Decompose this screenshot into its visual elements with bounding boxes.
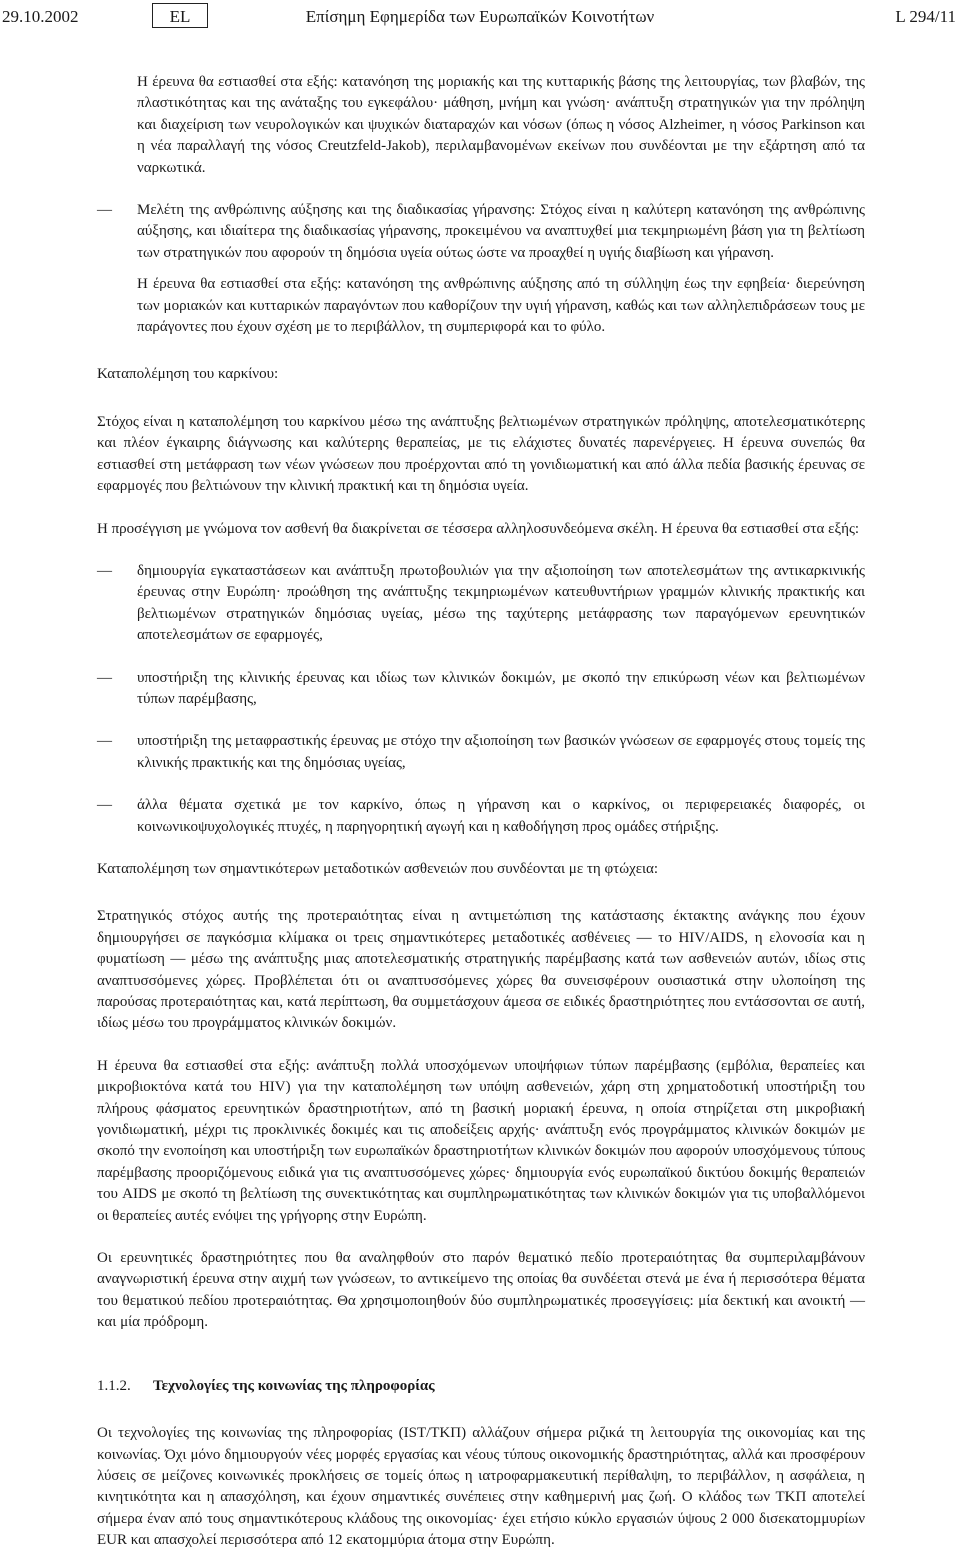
cancer-approach-paragraph: Η προσέγγιση με γνώμονα τον ασθενή θα διακρίνεται σε τέσσερα αλληλοσυνδεόμενα σκέλη. Η έρευνα θα εστιασθεί στα εξής: [97,520,860,537]
publication-date: 29.10.2002 [2,7,79,26]
cancer-heading: Καταπολέμηση του καρκίνου: [97,366,279,383]
cancer-list-item [97,668,865,711]
cancer-list-item [97,795,865,838]
language-code-box: EL [152,3,208,28]
list-dash: — [97,733,112,750]
cancer-goal-paragraph: Στόχος είναι η καταπολέμηση του καρκίνου μέσω της ανάπτυξης βελτιωμένων στρατηγικών πρόληψης, αποτελεσματικότερης και πλέον έγκαιρης διάγνωσης και καλύτερης θεραπείας, με τις ελάχιστες δυνατές παρενέργειες. Η έρευνα συνεπώς θα εστιασθεί στη μετάφραση των νέων γνώσεων που προέρχονται από τη γονιδιωματική και από άλλα πεδία βασικής έρευνας σε εφαρμογές που βελτιώνουν την κλινική πρακτική και τη δημόσια υγεία. [97,413,865,495]
brain-research-paragraph: Η έρευνα θα εστιασθεί στα εξής: κατανόηση της μοριακής και της κυτταρικής βάσης της λειτουργίας, των βλαβών, της πλαστικότητας και της ανάταξης του εγκεφάλου· μάθηση, μνήμη και γνώση· ανάπτυξη στρατηγικών για την πρόληψη και διαχείριση των νευρολογικών και ψυχικών διαταραχών και νόσων (όπως η νόσος Alzheimer, η νόσος Parkinson και η νέα παραλλαγή της νόσος Creutzfeld-Jakob), περιλαμβανομένων εκείνων που συνδέονται με την εξάρτηση από τα ναρκωτικά. [137,74,865,176]
poverty-research-paragraph: Η έρευνα θα εστιασθεί στα εξής: ανάπτυξη πολλά υποσχόμενων υποψήφιων τύπων παρέμβασης (εμβόλια, θεραπείες και μικροβιοκτόνα κατά του HIV) για την καταπολέμηση των υπόψη ασθενειών, χάρη στη χρηματοδοτική υποστήριξη του πλήρους φάσματος ερευνητικών δραστηριοτήτων, από τη βασική μοριακή έρευνα, η οποία στηρίζεται στη μικροβιακή γονιδιωματική, μέχρι τις προκλινικές δοκιμές και τις αποδείξεις αρχής· ανάπτυξη ενός προγράμματος κλινικών δοκιμών με σκοπό την ενοποίηση και υποστήριξη των ευρωπαϊκών δραστηριοτήτων κλινικών δοκιμών που αφορούν υποσχόμενους τύπους παρέμβασης προοριζόμενους ειδικά για τις αναπτυσσόμενες χώρες· δημιουργία ενός ευρωπαϊκού δικτύου δοκιμής θεραπειών του AIDS με σκοπό τη βελτίωση της συνεκτικότητας και συμπληρωματικότητας των κλινικών δοκιμών για τις υποβαλλόμενοι οι θεραπείες αυτές ενόψει της γρήγορης στην Ευρώπη. [97,1057,865,1224]
aging-study-paragraph: Μελέτη της ανθρώπινης αύξησης και της διαδικασίας γήρανσης: Στόχος είναι η καλύτερη κατανόηση της ανθρώπινης αύξησης, και ιδιαίτερα της διαδικασίας γήρανσης, προκειμένου να αναπτυχθεί μια τεκμηριωμένη βάση για τη βελτίωση των στρατηγικών που αφορούν τη δημόσια υγεία ούτως ώστε να προαχθεί η υγιής διαβίωση και γήρανση. [137,202,865,261]
list-dash: — [97,669,112,686]
cancer-list-item [97,731,865,774]
section-heading [97,1376,865,1397]
list-dash: — [97,797,112,814]
cancer-item-text: δημιουργία εγκαταστάσεων και ανάπτυξη πρωτοβουλιών για την αξιοποίηση των αποτελεσμάτων της αντικαρκινικής έρευνας στην Ευρώπη· προώθηση της ανάπτυξης τεκμηριωμένων κατευθυντήριων γραμμών κλινικής πρακτικής και βελτιωμένων στρατηγικών δημόσιας υγείας, μέσω της ταχύτερης μετάφρασης των παραγόμενων ερευνητικών αποτελεσμάτων σε εφαρμογές, [137,562,865,644]
poverty-scope-paragraph: Οι ερευνητικές δραστηριότητες που θα αναληφθούν στο παρόν θεματικό πεδίο προτεραιότητας θα συμπεριλαμβάνουν αναγνωριστική έρευνα στην αιχμή των γνώσεων, το αντικείμενο της οποίας θα συνδέεται στενά με ένα ή περισσότερα θέματα του θεματικού πεδίου προτεραιότητας. Θα χρησιμοποιηθούν δύο συμπληρωματικές προσεγγίσεις: μία δεκτική και ανοικτή — και μία πρόδρομη. [97,1250,865,1331]
section-title: Τεχνολογίες της κοινωνίας της πληροφορίας [153,1377,435,1394]
list-dash: — [97,202,112,219]
list-dash: — [97,562,112,579]
aging-research-paragraph: Η έρευνα θα εστιασθεί στα εξής: κατανόηση της ανθρώπινης αύξησης από τη σύλληψη έως την εφηβεία· διερεύνηση των μοριακών και κυτταρικών παραγόντων που καθορίζουν την υγιή γήρανση, καθώς και των αλληλεπιδράσεων τους με παράγοντες που έχουν σχέση με το περιβάλλον, τη συμπεριφορά και το φύλο. [137,276,865,336]
cancer-item-text: υποστήριξη της κλινικής έρευνας και ιδίως των κλινικών δοκιμών, με σκοπό την επικύρωση νέων και βελτιωμένων τύπων παρέμβασης, [137,669,865,707]
cancer-item-text: υποστήριξη της μεταφραστικής έρευνας με στόχο την αξιοποίηση των βασικών γνώσεων σε εφαρμογές στους τομείς της κλινικής πρακτικής και της δημόσιας υγείας, [137,733,865,771]
page-header [0,0,960,34]
aging-list-item [97,200,865,264]
page-number: L 294/11 [895,7,956,26]
ist-paragraph: Οι τεχνολογίες της κοινωνίας της πληροφορίας (IST/ΤΚΠ) αλλάζουν σήμερα ριζικά τη λειτουργία της οικονομίας και της κοινωνίας. Όχι μόνο δημιουργούν νέες μορφές εργασίας και νέους τύπους οικονομικής δραστηριότητας, αλλά και προσφέρουν λύσεις σε μείζονες κοινωνικές προκλήσεις σε τομείς όπως η ιατροφαρμακευτική περίθαλψη, το περιβάλλον, η ασφάλεια, η κινητικότητα και η απασχόληση, και έχουν σημαντικές συνέπειες στην καθημερινή μας ζωή. Ο κλάδος των ΤΚΠ αποτελεί σήμερα έναν από τους σημαντικότερους κλάδους της οικονομίας· έχει ετήσιο κύκλο εργασιών ύψους 2 000 δισεκατομμυρίων EUR και απασχολεί περισσότερα από 12 εκατομμύρια άτομα στην Ευρώπη. [97,1425,865,1549]
journal-title: Επίσημη Εφημερίδα των Ευρωπαϊκών Κοινοτήτων [305,7,655,26]
cancer-item-text: άλλα θέματα σχετικά με τον καρκίνο, όπως η γήρανση και ο καρκίνος, οι περιφερειακές διαφορές, οι κοινωνικοψυχολογικές πτυχές, η παρηγορητική αγωγή και η καθοδήγηση προς ομάδες στήριξης. [137,797,865,835]
poverty-heading: Καταπολέμηση των σημαντικότερων μεταδοτικών ασθενειών που συνδέονται με τη φτώχεια: [97,860,659,877]
cancer-list-item [97,561,865,647]
section-number: 1.1.2. [97,1377,131,1394]
poverty-goal-paragraph: Στρατηγικός στόχος αυτής της προτεραιότητας είναι η αντιμετώπιση της κατάστασης έκτακτης ανάγκης που έχουν δημιουργήσει σε παγκόσμια κλίμακα οι τρεις σημαντικότερες μεταδοτικές ασθένειες — το HIV/AIDS, η ελονοσία και η φυματίωση — μέσω της ανάπτυξης μιας αποτελεσματικής στρατηγικής παρέμβασης κατά των ασθενειών αυτών, ιδίως στις αναπτυσσόμενες χώρες. Προβλέπεται ότι οι αναπτυσσόμενες χώρες θα συνεισφέρουν ουσιαστικά στην υλοποίηση της παρούσας προτεραιότητας και, κατά περίπτωση, θα συμμετάσχουν άμεσα σε ειδικές δραστηριότητες που εντάσσονται σε αυτή, ιδίως μέσω του προγράμματος κλινικών δοκιμών. [97,908,865,1032]
document-body [97,72,865,1552]
